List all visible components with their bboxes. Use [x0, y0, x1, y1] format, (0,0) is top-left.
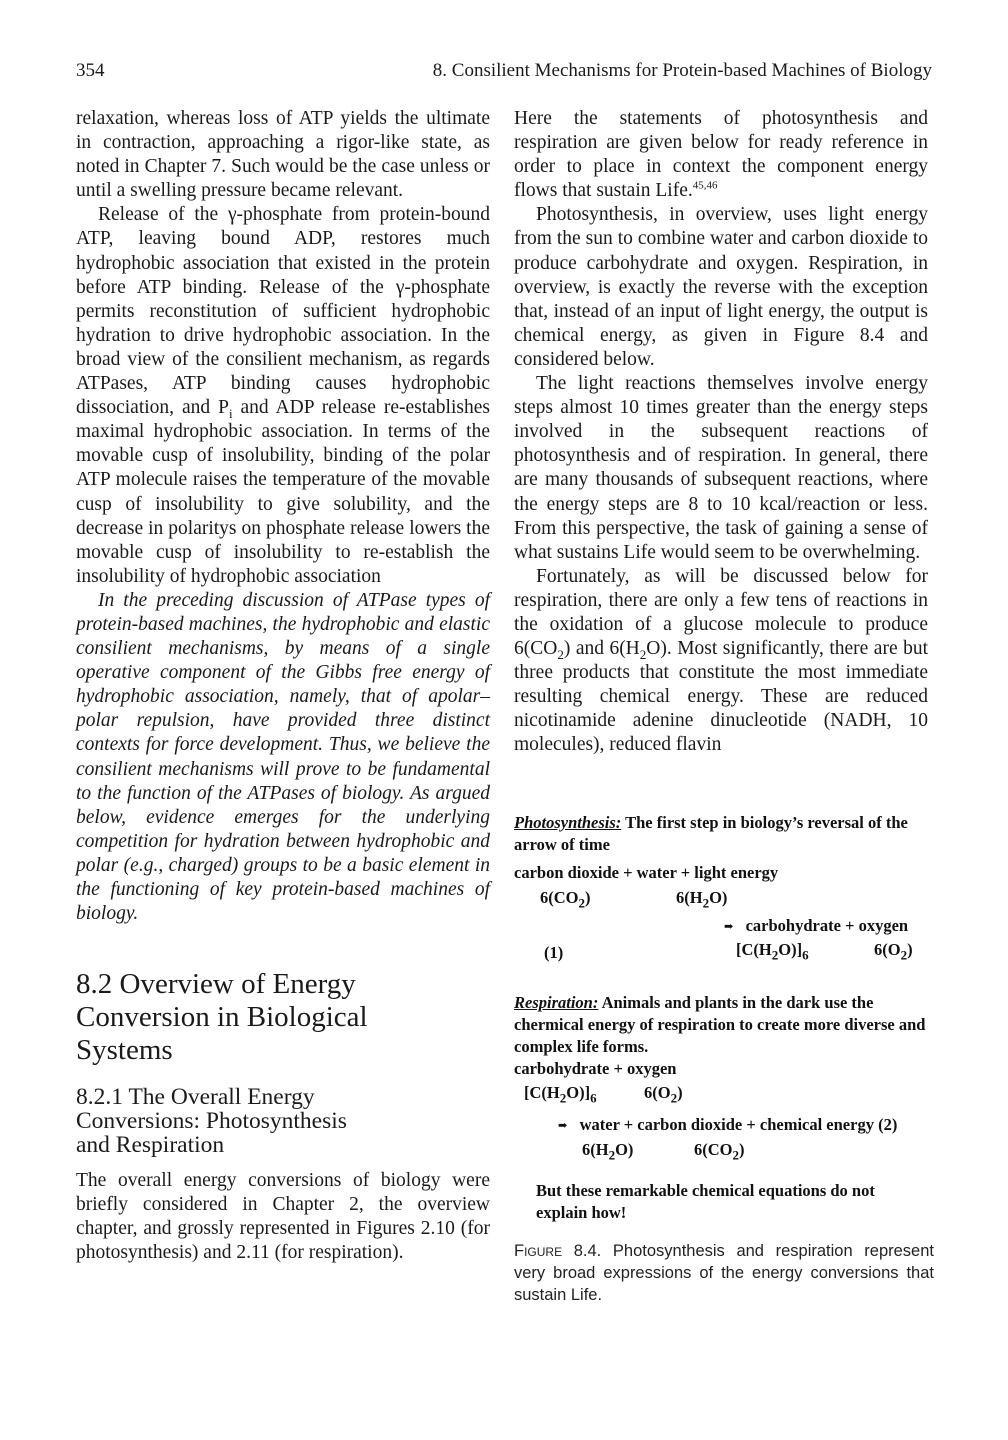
caption-label: Figure: [514, 1242, 563, 1260]
text: O)]: [566, 1083, 591, 1102]
subscript: 2: [578, 895, 585, 911]
reference-superscript: 45,46: [692, 179, 718, 192]
right-column: [514, 107, 928, 758]
text: Release of the γ-phosphate from protein-bound ATP, leaving bound ADP, restores much hydrophobic association that existed in the protein before ATP binding. Release of the γ-phosphate permits reconstitution of sufficient hydrophobic hydration to drive hydrophobic association. In the broad view of the consilient mechanism, as regards ATPases, ATP binding causes hydrophobic dissociation, and P: [76, 204, 490, 419]
paragraph: Photosynthesis, in overview, uses light energy from the sun to combine water and carbon dioxide to produce carbohydrate and oxygen. Respiration, in overview, is exactly the reverse with the exception that, instead of an input of light energy, the output is chemical energy, as given in Figure 8.4 and considered below.: [514, 204, 928, 370]
text: 6(H: [582, 1140, 609, 1159]
text: [C(H: [524, 1083, 560, 1102]
subscript: 2: [557, 646, 564, 662]
text: O). Most significantly, there are but three products that constitute the most immediate resulting chemical energy. These are reduced nicotinamide adenine dinucleotide (NADH, 10 molecules), reduced flavin: [514, 638, 928, 756]
arrow-right-icon: ➡: [558, 1120, 568, 1133]
paragraph: [76, 203, 490, 589]
subsection-heading-line: 8.2.1 The Overall Energy: [76, 1084, 315, 1111]
subscript: 2: [608, 1147, 616, 1163]
paragraph: [514, 565, 928, 758]
caption-text: Photosynthesis and respiration represent very broad expressions of the energy conversions that sustain Life.: [514, 1242, 934, 1304]
figure-8-4: [514, 812, 938, 1222]
figure-note: But these remarkable chemical equations do not explain how!: [536, 1181, 875, 1222]
subsection-heading: [76, 1085, 490, 1157]
left-column: [76, 107, 490, 1266]
co2-formula: [694, 1139, 745, 1161]
section-heading-line: 8.2 Overview of Energy: [76, 968, 356, 1001]
paragraph: relaxation, whereas loss of ATP yields the ultimate in contraction, approaching a rigor-like state, as noted in Chapter 7. Such would be the case unless or until a swelling pressure became relevant.: [76, 108, 490, 202]
respiration-equation-line: carbohydrate + oxygen: [514, 1059, 677, 1078]
subsection-heading-line: and Respiration: [76, 1132, 225, 1159]
caption-number: 8.4.: [562, 1242, 602, 1260]
subscript: 2: [670, 1090, 678, 1106]
paragraph: The overall energy conversions of biology were briefly considered in Chapter 2, the overview chapter, and grossly represented in Figures 2.10 (for photosynthesis) and 2.11 (for respiration).: [76, 1170, 490, 1264]
subscript: 2: [771, 947, 779, 963]
respiration-label: Respiration:: [514, 993, 599, 1012]
subscript: 2: [900, 947, 908, 963]
text: O)]: [778, 940, 803, 959]
text: ): [739, 1140, 745, 1159]
photosynthesis-equation-line: carbon dioxide + water + light energy: [514, 863, 779, 882]
text: The first step in biology’s reversal of the arrow of time: [514, 813, 908, 854]
carbohydrate-formula: [736, 939, 809, 961]
paragraph: [514, 107, 928, 203]
figure-caption: [514, 1240, 934, 1306]
text: Animals and plants in the dark use the chermical energy of respiration to create more diverse and complex life forms.: [514, 993, 926, 1056]
section-heading-line: Conversion in Biological: [76, 1001, 368, 1034]
subscript: 6: [802, 947, 809, 963]
photosynthesis-title: [514, 812, 938, 856]
respiration-title: [514, 992, 938, 1058]
o2-formula: [874, 939, 913, 961]
text: O): [709, 888, 728, 907]
photosynthesis-products: [724, 915, 908, 938]
h2o-formula: [676, 887, 727, 909]
page-number: 354: [76, 60, 105, 81]
italic-paragraph: In the preceding discussion of ATPase types of protein-based machines, the hydrophobic and elastic consilient mechanisms, by means of a single operative component of the Gibbs free energy of hydrophobic association, namely, that of apolar–polar repulsion, have provided three distinct contexts for force development. Thus, we believe the consilient mechanisms will prove to be fundamental to the function of the ATPases of biology. As argued below, evidence emerges for the underlying competition for hydration between hydrophobic and polar (e.g., charged) groups to be a basic element in the functioning of key protein-based machines of biology.: [76, 589, 490, 925]
respiration-products: [558, 1114, 897, 1137]
subscript: 2: [732, 1147, 739, 1163]
running-title: 8. Consilient Mechanisms for Protein-based Machines of Biology: [432, 60, 932, 81]
paragraph: The light reactions themselves involve energy steps almost 10 times greater than the energy steps involved in the subsequent reactions of photosynthesis and of respiration. In general, there are many thousands of subsequent reactions, where the energy steps are 8 to 10 kcal/reaction or less. From this perspective, the task of gaining a sense of what sustains Life would seem to be overwhelming.: [514, 373, 928, 563]
h2o-formula: [582, 1139, 633, 1161]
arrow-right-icon: ➡: [724, 921, 734, 934]
o2-formula: [644, 1082, 683, 1104]
photosynthesis-label: Photosynthesis:: [514, 813, 622, 832]
text: ): [907, 940, 913, 959]
text: and ADP release re-establishes maximal hydrophobic association. In terms of the movable cusp of insolubility, binding of the polar ATP molecule raises the temperature of the movable cusp of insolubility to give solubility, and the decrease in polaritys on phosphate release lowers the movable cusp of insolubility to re-establish the insolubility of hydrophobic association: [76, 397, 490, 587]
text: water + carbon dioxide + chemical energy (2): [579, 1115, 898, 1134]
text: 6(CO: [694, 1140, 733, 1159]
section-heading: [76, 968, 490, 1067]
carbohydrate-formula: [524, 1082, 597, 1104]
subscript: i: [228, 406, 233, 422]
co2-formula: [540, 887, 591, 909]
text: O): [615, 1140, 634, 1159]
text: Here the statements of photosynthesis and respiration are given below for ready reference in order to place in context the component energy flows that sustain Life.: [514, 108, 928, 202]
text: ) and 6(H: [563, 638, 640, 660]
subscript: 2: [639, 646, 647, 662]
text: ): [677, 1083, 683, 1102]
section-heading-line: Systems: [76, 1034, 173, 1067]
text: 6(H: [676, 888, 703, 907]
text: 6(O: [644, 1083, 671, 1102]
text: Fortunately, as will be discussed below for respiration, there are only a few tens of reactions in the oxidation of a glucose molecule to produce 6(CO: [514, 565, 928, 660]
text: 6(O: [874, 940, 901, 959]
subscript: 2: [559, 1090, 567, 1106]
text: ): [585, 888, 591, 907]
subscript: 2: [702, 895, 710, 911]
equation-number-1: (1): [544, 943, 564, 962]
text: [C(H: [736, 940, 772, 959]
text: 6(CO: [540, 888, 579, 907]
subscript: 6: [590, 1090, 597, 1106]
subsection-heading-line: Conversions: Photosynthesis: [76, 1108, 347, 1135]
text: carbohydrate + oxygen: [745, 916, 909, 935]
